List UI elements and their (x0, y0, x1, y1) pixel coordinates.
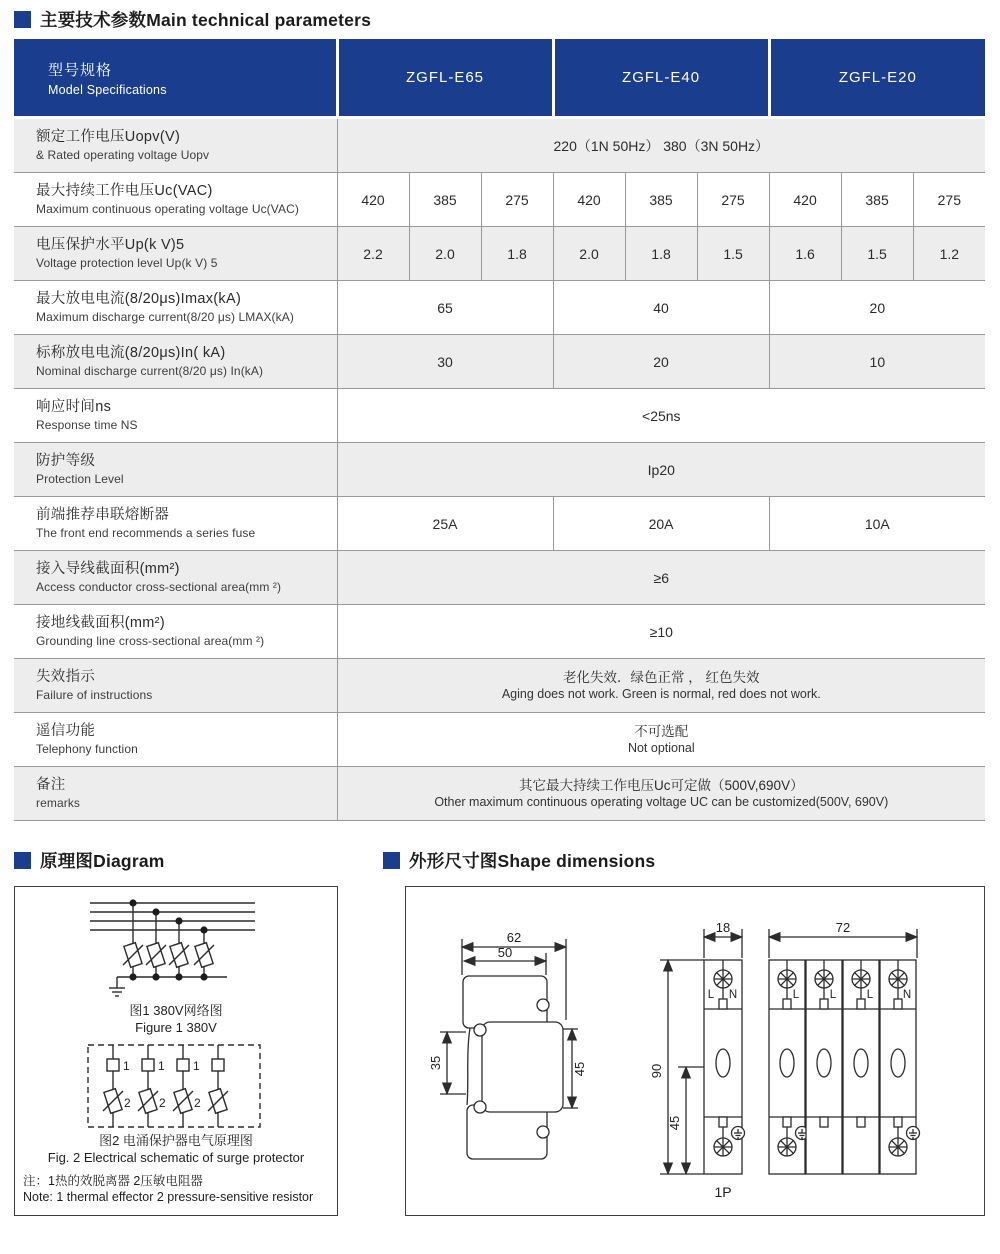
dim-label: 35 (428, 1055, 443, 1071)
table-row (14, 335, 985, 389)
figure2-caption: 图2 电涌保护器电气原理图 Fig. 2 Electrical schematic of surge protector (47, 1132, 305, 1165)
value-cell: 275 (697, 173, 769, 227)
terminal-label: L (707, 989, 715, 1001)
value-cell: ≥10 (337, 605, 985, 659)
value-cell: 10 (769, 335, 985, 389)
table-row (14, 389, 985, 443)
param-label-cell: 遥信功能 Telephony function (14, 713, 337, 767)
value-cell: 420 (769, 173, 841, 227)
value-cell: 20A (553, 497, 769, 551)
table-row (14, 227, 985, 281)
varistor-symbol (194, 943, 214, 968)
dim-label: 45 (667, 1115, 682, 1131)
figure1-network-diagram (15, 891, 336, 1003)
value-cell: 1.6 (769, 227, 841, 281)
value-cell: <25ns (337, 389, 985, 443)
value-cell: 20 (553, 335, 769, 389)
spd-branch (103, 1045, 123, 1127)
diagram-section-title (14, 848, 338, 873)
spd-branch (138, 1045, 158, 1127)
blue-square-icon (383, 852, 400, 869)
value-cell: 65 (337, 281, 553, 335)
shape-title-text: 外形尺寸图Shape dimensions (409, 851, 656, 871)
terminal-label: L (829, 989, 837, 1001)
dim-label: 45 (572, 1061, 587, 1077)
terminal-label: L (866, 989, 874, 1001)
terminal-label: N (728, 989, 738, 1001)
shape-dimensions-box (405, 886, 985, 1216)
main-params-title-text: 主要技术参数Main technical parameters (40, 9, 372, 30)
header-label-en: Model Specifications (48, 82, 167, 97)
value-cell: 20 (769, 281, 985, 335)
header-label-cn: 型号规格 (48, 61, 113, 79)
value-cell: 不可选配 Not optional (337, 713, 985, 767)
value-cell: 220（1N 50Hz） 380（3N 50Hz） (337, 118, 985, 173)
value-cell: 275 (913, 173, 985, 227)
param-label-cell: 标称放电电流(8/20μs)In( kA) Nominal discharge current(8/20 μs) In(kA) (14, 335, 337, 389)
parameters-table (14, 39, 985, 821)
blue-square-icon (14, 852, 31, 869)
terminal-label: L (792, 989, 800, 1001)
value-cell: 1.8 (625, 227, 697, 281)
table-row (14, 713, 985, 767)
svg-text:1: 1 (158, 1058, 165, 1073)
figure2-schematic (15, 1041, 336, 1133)
value-cell: 10A (769, 497, 985, 551)
dim-label: 62 (506, 930, 522, 945)
param-label-cell: 响应时间ns Response time NS (14, 389, 337, 443)
value-cell: 385 (625, 173, 697, 227)
table-row (14, 173, 985, 227)
dim-label: 18 (715, 920, 731, 935)
svg-text:2: 2 (124, 1095, 131, 1110)
value-cell: Ip20 (337, 443, 985, 497)
value-cell: ≥6 (337, 551, 985, 605)
pole-count-label: 1P (714, 1184, 732, 1200)
table-row (14, 605, 985, 659)
earth-terminal-icon (907, 1127, 920, 1140)
shape-section-title (383, 848, 985, 873)
param-label-cell: 前端推荐串联熔断器 The front end recommends a series fuse (14, 497, 337, 551)
value-cell: 385 (409, 173, 481, 227)
dim-label: 72 (835, 920, 851, 935)
value-cell: 385 (841, 173, 913, 227)
diagram-title-text: 原理图Diagram (40, 851, 165, 871)
blue-square-icon (14, 11, 31, 28)
param-label-cell: 额定工作电压Uopv(V) & Rated operating voltage Uopv (14, 118, 337, 173)
earth-terminal-icon (732, 1127, 745, 1140)
terminal-label: N (902, 989, 912, 1001)
ground-icon (109, 988, 125, 996)
spd-module (843, 960, 879, 1174)
table-row (14, 659, 985, 713)
model-header-zgfl-e20: ZGFL-E20 (769, 39, 985, 118)
value-cell: 25A (337, 497, 553, 551)
table-row (14, 497, 985, 551)
svg-text:1: 1 (123, 1058, 130, 1073)
spd-module (880, 960, 920, 1174)
param-label-cell: 接入导线截面积(mm²) Access conductor cross-sectional area(mm ²) (14, 551, 337, 605)
dim-label: 50 (497, 945, 513, 960)
value-cell: 420 (337, 173, 409, 227)
value-cell: 1.5 (841, 227, 913, 281)
value-cell: 1.2 (913, 227, 985, 281)
value-cell: 老化失效．绿色正常 ， 红色失效 Aging does not work. Green is normal, red does not work. (337, 659, 985, 713)
param-label-cell: 最大持续工作电压Uc(VAC) Maximum continuous operating voltage Uc(VAC) (14, 173, 337, 227)
table-row (14, 767, 985, 821)
value-cell: 275 (481, 173, 553, 227)
model-header-zgfl-e65: ZGFL-E65 (337, 39, 553, 118)
table-row (14, 443, 985, 497)
dim-label: 90 (649, 1063, 664, 1079)
value-cell: 2.0 (553, 227, 625, 281)
value-cell: 30 (337, 335, 553, 389)
circuit-diagram-box (14, 886, 338, 1216)
table-header-row (14, 39, 985, 118)
varistor-symbol (123, 943, 143, 968)
table-row (14, 118, 985, 173)
spd-branch (208, 1045, 228, 1127)
model-header-zgfl-e40: ZGFL-E40 (553, 39, 769, 118)
shape-dimensions-drawing (406, 887, 983, 1213)
value-cell: 其它最大持续工作电压Uc可定做（500V,690V） Other maximum continuous operating voltage UC can be customized(500V, 690V) (337, 767, 985, 821)
svg-text:2: 2 (159, 1095, 166, 1110)
param-label-cell: 备注 remarks (14, 767, 337, 821)
model-spec-header-cell (14, 39, 337, 118)
varistor-symbol (169, 943, 189, 968)
svg-text:2: 2 (194, 1095, 201, 1110)
param-label-cell: 防护等级 Protection Level (14, 443, 337, 497)
spd-module (769, 960, 809, 1174)
param-label-cell: 电压保护水平Up(k V)5 Voltage protection level Up(k V) 5 (14, 227, 337, 281)
diagram-note: 注：1热的效脱离器 2压敏电阻器 Note: 1 thermal effector 2 pressure-sensitive resistor (23, 1173, 314, 1205)
table-row (14, 551, 985, 605)
spd-module (806, 960, 842, 1174)
value-cell: 1.5 (697, 227, 769, 281)
param-label-cell: 接地线截面积(mm²) Grounding line cross-sectional area(mm ²) (14, 605, 337, 659)
value-cell: 40 (553, 281, 769, 335)
varistor-symbol (146, 943, 166, 968)
table-row (14, 281, 985, 335)
param-label-cell: 最大放电电流(8/20μs)Imax(kA) Maximum discharge current(8/20 μs) LMAX(kA) (14, 281, 337, 335)
value-cell: 420 (553, 173, 625, 227)
value-cell: 1.8 (481, 227, 553, 281)
figure1-caption: 图1 380V网络图 Figure 1 380V (129, 1003, 223, 1035)
value-cell: 2.0 (409, 227, 481, 281)
value-cell: 2.2 (337, 227, 409, 281)
main-params-title (14, 0, 986, 33)
param-label-cell: 失效指示 Failure of instructions (14, 659, 337, 713)
spd-branch (173, 1045, 193, 1127)
svg-text:1: 1 (193, 1058, 200, 1073)
